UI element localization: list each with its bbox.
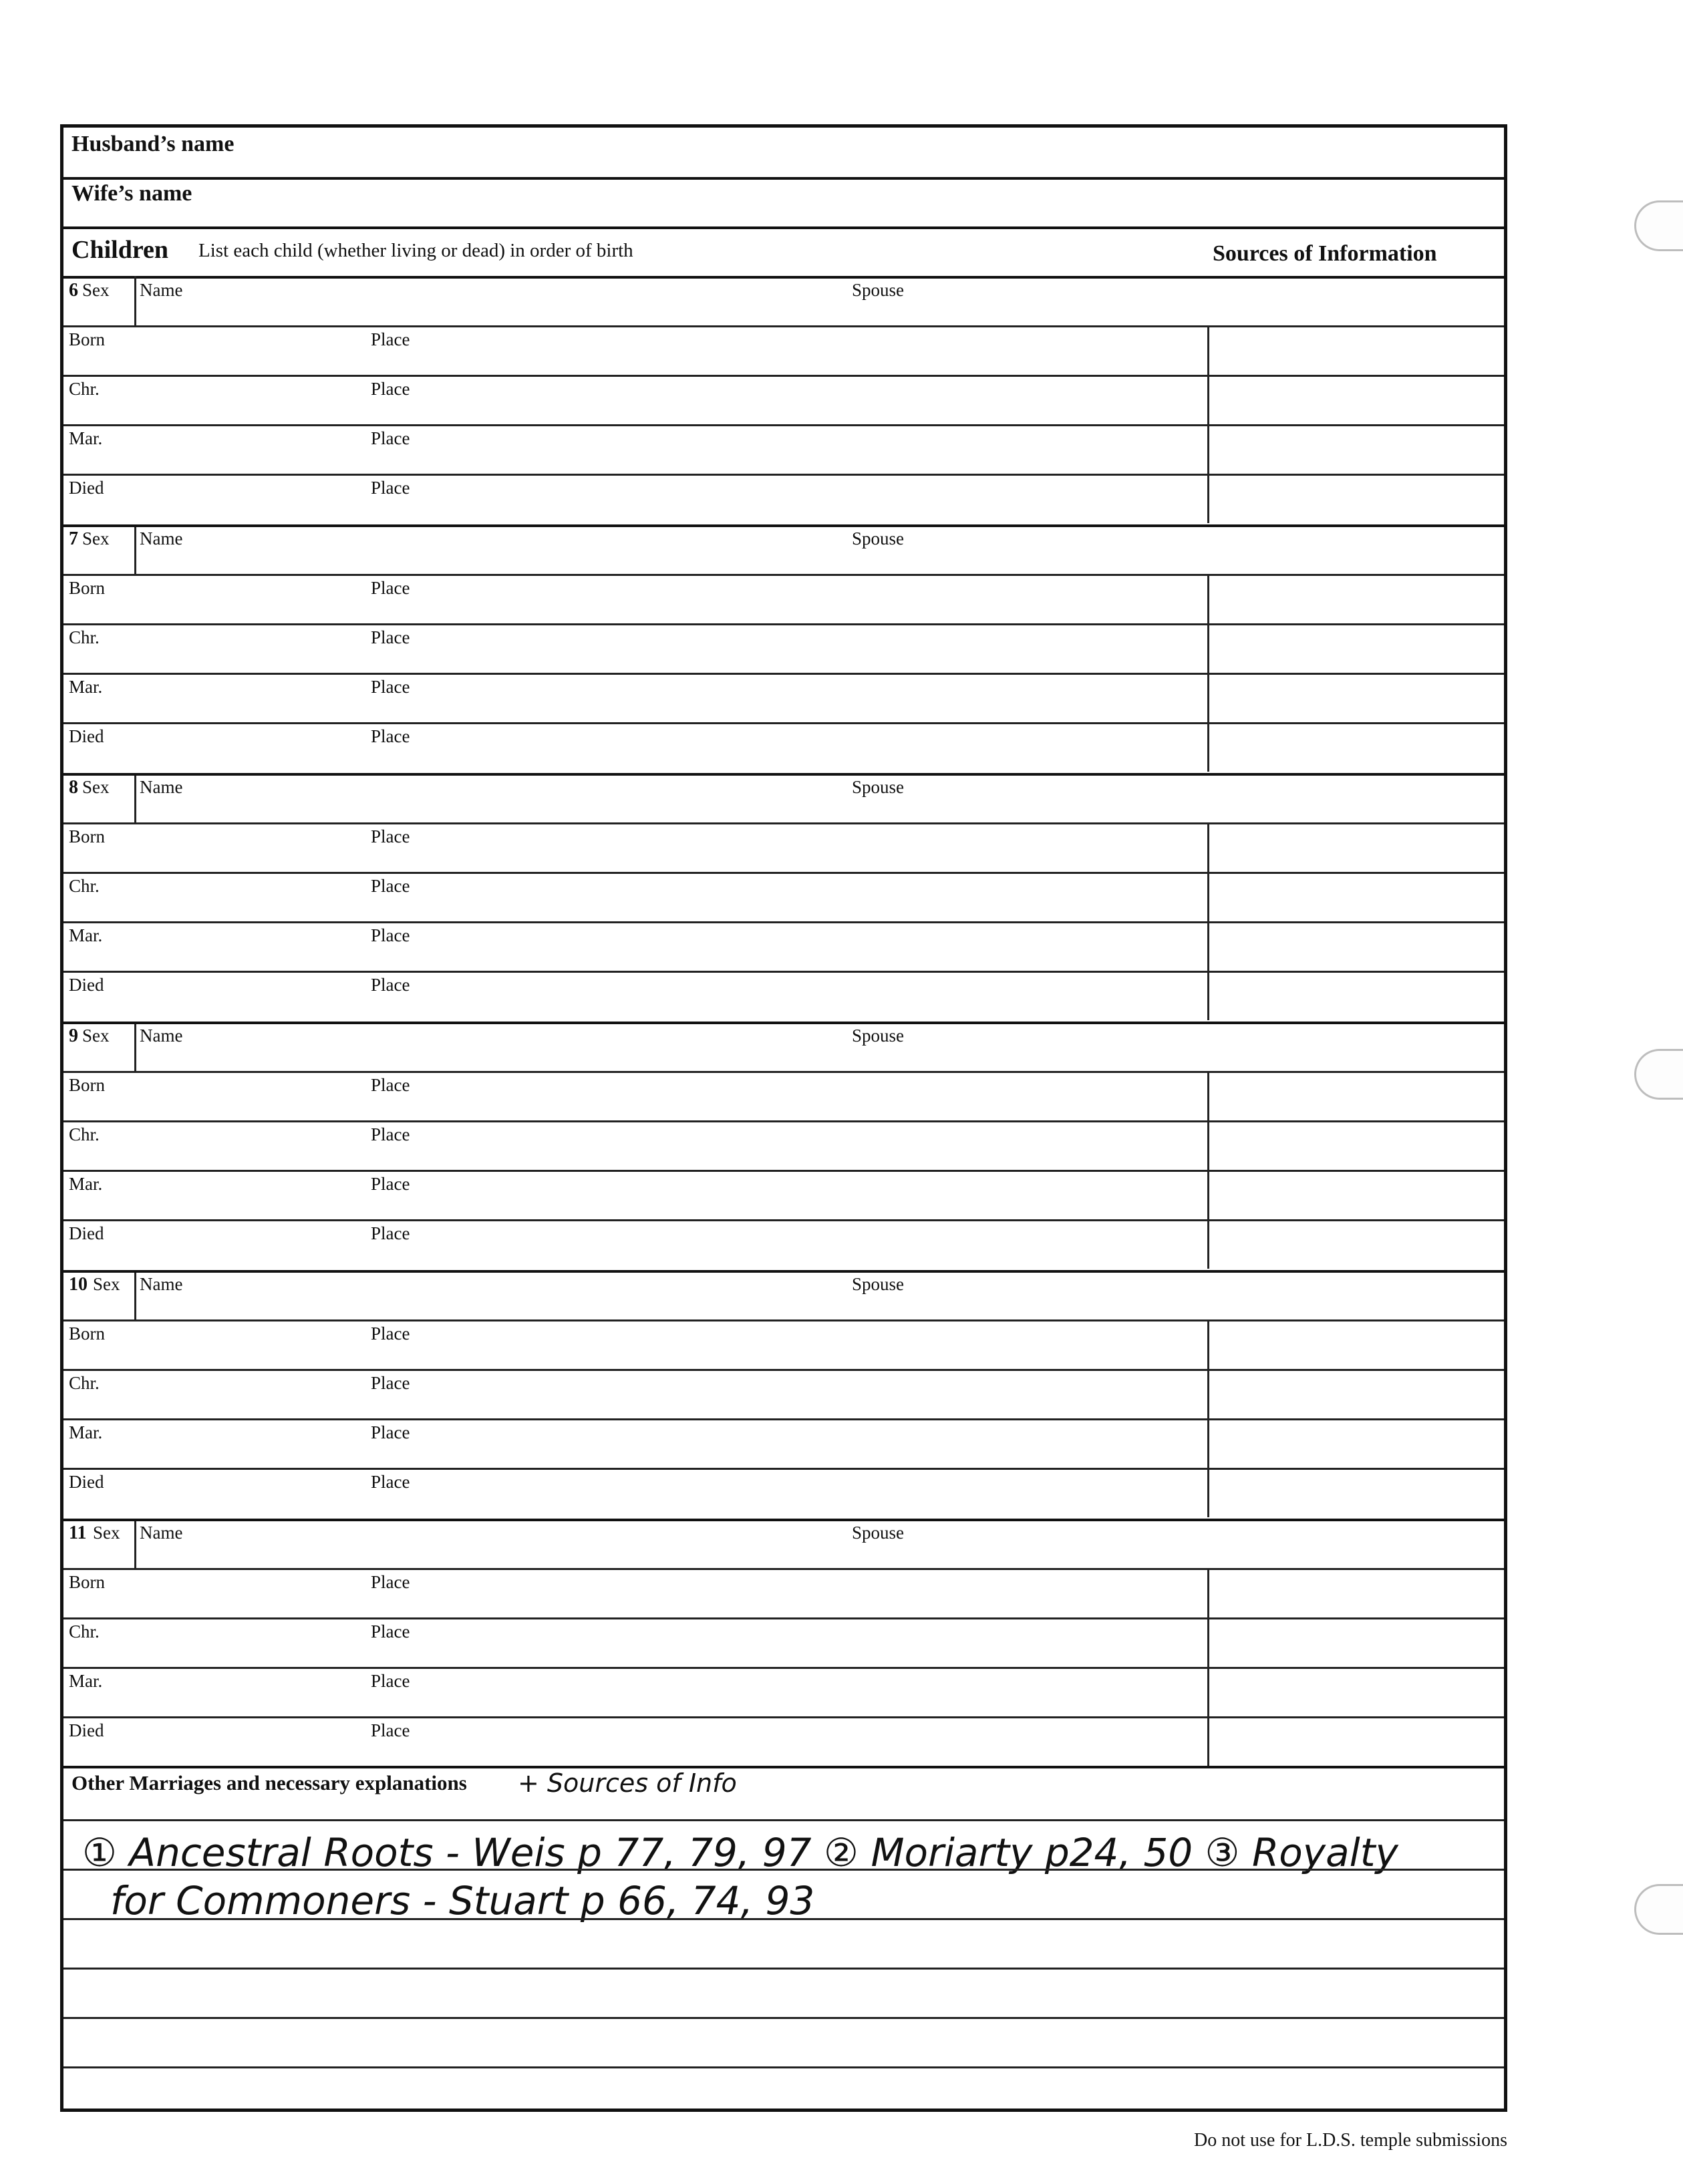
marriage-place-label: Place: [371, 1174, 410, 1194]
spouse-label: Spouse: [852, 1274, 905, 1294]
death-label: Died: [69, 478, 104, 498]
handwritten-line-2: for Commoners - Stuart p 66, 74, 93: [110, 1878, 815, 1923]
marriage-place-label: Place: [371, 1671, 410, 1691]
name-label: Name: [140, 1274, 183, 1294]
writing-line: [63, 2017, 1504, 2019]
christening-place-label: Place: [371, 1124, 410, 1144]
divider: [63, 1617, 1504, 1619]
spouse-label: Spouse: [852, 1523, 905, 1543]
christening-label: Chr.: [69, 379, 100, 399]
writing-line: [63, 1918, 1504, 1920]
christening-place-label: Place: [371, 876, 410, 896]
divider: [63, 1468, 1504, 1470]
binder-hole-bottom: [1634, 1884, 1683, 1935]
other-marriages-label: Other Marriages and necessary explanations: [71, 1771, 467, 1795]
marriage-label: Mar.: [69, 428, 103, 448]
spouse-label: Spouse: [852, 1026, 905, 1046]
name-label: Name: [140, 280, 183, 300]
marriage-label: Mar.: [69, 1174, 103, 1194]
sources-column-divider: [1207, 623, 1209, 673]
child-record: [63, 1022, 1504, 1270]
divider: [63, 1766, 1504, 1768]
divider: [63, 921, 1504, 923]
name-label: Name: [140, 528, 183, 549]
children-instruction: List each child (whether living or dead) in order of birth: [198, 240, 633, 261]
sources-column-divider: [1207, 1319, 1209, 1369]
sources-column-divider: [1207, 822, 1209, 872]
divider: [63, 971, 1504, 973]
divider: [63, 623, 1504, 625]
divider: [63, 1071, 1504, 1073]
divider: [63, 226, 1504, 229]
child-number: 8: [69, 777, 78, 798]
writing-line: [63, 2066, 1504, 2068]
spouse-label: Spouse: [852, 280, 905, 300]
death-place-label: Place: [371, 1223, 410, 1243]
marriage-place-label: Place: [371, 677, 410, 697]
death-label: Died: [69, 726, 104, 746]
divider: [63, 424, 1504, 426]
binder-hole-top: [1634, 200, 1683, 251]
christening-place-label: Place: [371, 627, 410, 647]
divider: [63, 872, 1504, 874]
death-place-label: Place: [371, 975, 410, 995]
sex-label: Sex: [82, 777, 110, 797]
divider: [63, 1219, 1504, 1221]
sources-column-divider: [1207, 1120, 1209, 1170]
divider: [63, 1716, 1504, 1718]
name-label: Name: [140, 1523, 183, 1543]
sources-column-divider: [1207, 921, 1209, 971]
family-group-form: [60, 124, 1507, 2112]
sources-column-divider: [1207, 325, 1209, 375]
marriage-label: Mar.: [69, 677, 103, 697]
husband-name-label: Husband’s name: [71, 132, 235, 156]
child-number: 9: [69, 1026, 78, 1046]
born-place-label: Place: [371, 578, 410, 598]
divider: [63, 1667, 1504, 1669]
sex-label: Sex: [82, 280, 110, 300]
sex-label: Sex: [82, 1026, 110, 1046]
born-place-label: Place: [371, 826, 410, 846]
marriage-label: Mar.: [69, 925, 103, 945]
sources-of-information-label: Sources of Information: [1213, 241, 1437, 266]
born-place-label: Place: [371, 1323, 410, 1344]
divider: [63, 773, 1504, 776]
born-label: Born: [69, 329, 105, 349]
sex-label: Sex: [82, 528, 110, 549]
divider: [63, 1270, 1504, 1273]
death-place-label: Place: [371, 1472, 410, 1492]
divider: [63, 1568, 1504, 1570]
divider: [134, 1022, 136, 1071]
marriage-place-label: Place: [371, 1422, 410, 1442]
child-number: 11: [69, 1523, 87, 1543]
divider: [63, 1369, 1504, 1371]
child-record: [63, 276, 1504, 524]
divider: [134, 276, 136, 325]
divider: [134, 1270, 136, 1319]
death-place-label: Place: [371, 726, 410, 746]
divider: [134, 1519, 136, 1568]
divider: [63, 177, 1504, 180]
christening-label: Chr.: [69, 1124, 100, 1144]
divider: [63, 1319, 1504, 1321]
death-label: Died: [69, 1472, 104, 1492]
christening-label: Chr.: [69, 1373, 100, 1393]
divider: [63, 1819, 1504, 1821]
christening-place-label: Place: [371, 379, 410, 399]
sex-label: Sex: [93, 1274, 120, 1294]
death-place-label: Place: [371, 478, 410, 498]
child-record: [63, 1270, 1504, 1519]
divider: [63, 1120, 1504, 1122]
marriage-label: Mar.: [69, 1422, 103, 1442]
spouse-label: Spouse: [852, 777, 905, 797]
death-place-label: Place: [371, 1720, 410, 1740]
sources-column-divider: [1207, 1369, 1209, 1418]
child-record: [63, 773, 1504, 1022]
divider: [63, 474, 1504, 476]
sources-column-divider: [1207, 1468, 1209, 1517]
spouse-label: Spouse: [852, 528, 905, 549]
writing-line: [63, 1869, 1504, 1871]
sources-column-divider: [1207, 1667, 1209, 1716]
divider: [63, 1418, 1504, 1420]
divider: [63, 1022, 1504, 1024]
death-label: Died: [69, 1720, 104, 1740]
born-place-label: Place: [371, 1075, 410, 1095]
marriage-label: Mar.: [69, 1671, 103, 1691]
christening-place-label: Place: [371, 1373, 410, 1393]
name-label: Name: [140, 777, 183, 797]
child-number: 7: [69, 528, 78, 549]
sources-column-divider: [1207, 1568, 1209, 1617]
divider: [63, 1170, 1504, 1172]
writing-line: [63, 1968, 1504, 1970]
born-label: Born: [69, 1075, 105, 1095]
divider: [63, 673, 1504, 675]
christening-label: Chr.: [69, 876, 100, 896]
death-label: Died: [69, 1223, 104, 1243]
born-label: Born: [69, 826, 105, 846]
divider: [63, 1519, 1504, 1521]
divider: [63, 822, 1504, 824]
sources-column-divider: [1207, 474, 1209, 523]
sources-column-divider: [1207, 375, 1209, 424]
sources-column-divider: [1207, 673, 1209, 722]
death-label: Died: [69, 975, 104, 995]
born-label: Born: [69, 578, 105, 598]
divider: [134, 773, 136, 822]
born-place-label: Place: [371, 329, 410, 349]
sources-column-divider: [1207, 424, 1209, 474]
divider: [63, 375, 1504, 377]
name-label: Name: [140, 1026, 183, 1046]
divider: [63, 574, 1504, 576]
child-record: [63, 1519, 1504, 1767]
divider: [63, 325, 1504, 327]
sources-column-divider: [1207, 574, 1209, 623]
marriage-place-label: Place: [371, 428, 410, 448]
children-label: Children: [71, 236, 169, 264]
born-label: Born: [69, 1572, 105, 1592]
divider: [134, 524, 136, 574]
child-number: 6: [69, 280, 78, 301]
sources-column-divider: [1207, 971, 1209, 1020]
child-record: [63, 524, 1504, 773]
binder-hole-middle: [1634, 1049, 1683, 1100]
marriage-place-label: Place: [371, 925, 410, 945]
sex-label: Sex: [93, 1523, 120, 1543]
born-label: Born: [69, 1323, 105, 1344]
divider: [63, 722, 1504, 724]
sources-column-divider: [1207, 1617, 1209, 1667]
born-place-label: Place: [371, 1572, 410, 1592]
sources-column-divider: [1207, 1071, 1209, 1120]
handwritten-sources-note: + Sources of Info: [518, 1768, 737, 1798]
sources-column-divider: [1207, 872, 1209, 921]
sources-column-divider: [1207, 722, 1209, 772]
christening-place-label: Place: [371, 1621, 410, 1642]
sources-column-divider: [1207, 1716, 1209, 1766]
handwritten-line-1: ① Ancestral Roots - Weis p 77, 79, 97 ② Moriarty p24, 50 ③ Royalty: [82, 1830, 1398, 1875]
divider: [63, 524, 1504, 527]
wife-name-label: Wife’s name: [71, 181, 192, 206]
sources-column-divider: [1207, 1219, 1209, 1269]
christening-label: Chr.: [69, 1621, 100, 1642]
temple-submission-footer: Do not use for L.D.S. temple submissions: [1194, 2130, 1507, 2151]
child-number: 10: [69, 1274, 88, 1295]
sources-column-divider: [1207, 1418, 1209, 1468]
christening-label: Chr.: [69, 627, 100, 647]
sources-column-divider: [1207, 1170, 1209, 1219]
